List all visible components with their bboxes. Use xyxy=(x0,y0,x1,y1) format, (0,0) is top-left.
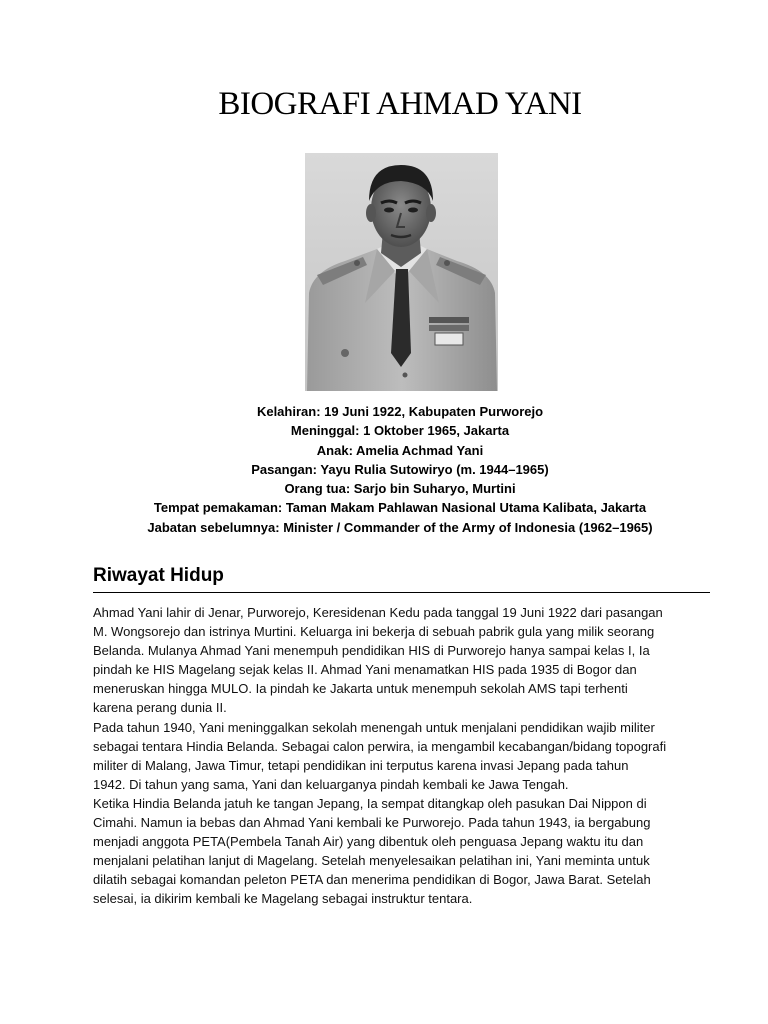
body-line: meneruskan hingga MULO. Ia pindah ke Jakarta untuk menempuh sekolah AMS tapi terhenti xyxy=(93,681,628,697)
biography-facts xyxy=(0,402,768,537)
body-line: 1942. Di tahun yang sama, Yani dan keluarganya pindah kembali ke Jawa Tengah. xyxy=(93,776,569,792)
section-divider xyxy=(93,592,710,593)
section-heading: Riwayat Hidup xyxy=(93,565,224,586)
body-line: pindah ke HIS Magelang sejak kelas II. Ahmad Yani menamatkan HIS pada 1935 di Bogor dan xyxy=(93,662,637,678)
body-line: M. Wongsorejo dan istrinya Murtini. Keluarga ini bekerja di sebuah pabrik gula yang milik seorang xyxy=(93,624,655,640)
fact-death: Meninggal: 1 Oktober 1965, Jakarta xyxy=(290,423,510,439)
page-title: BIOGRAFI AHMAD YANI xyxy=(218,86,582,122)
body-paragraphs xyxy=(93,603,713,909)
body-line: menjalani pelatihan lanjut di Magelang. Setelah menyelesaikan pelatihan ini, Yani meminta untuk xyxy=(93,853,650,869)
fact-child: Anak: Amelia Achmad Yani xyxy=(316,442,484,458)
body-line: Belanda. Mulanya Ahmad Yani menempuh pendidikan HIS di Purworejo hanya sampai kelas I, Ia xyxy=(93,643,650,659)
fact-birth: Kelahiran: 19 Juni 1922, Kabupaten Purworejo xyxy=(256,404,544,419)
body-line: militer di Malang, Jawa Timur, tetapi pendidikan ini terputus karena invasi Jepang pada tahun xyxy=(93,757,629,773)
body-line: menjadi anggota PETA(Pembela Tanah Air) yang dibentuk oleh penguasa Jepang waktu itu dan xyxy=(93,834,644,850)
body-line: Cimahi. Namun ia bebas dan Ahmad Yani kembali ke Purworejo. Pada tahun 1943, ia bergabung xyxy=(93,815,651,831)
portrait-photo xyxy=(305,153,498,391)
body-line: Ketika Hindia Belanda jatuh ke tangan Jepang, Ia sempat ditangkap oleh pasukan Dai Nippon di xyxy=(93,795,647,811)
fact-burial: Tempat pemakaman: Taman Makam Pahlawan Nasional Utama Kalibata, Jakarta xyxy=(153,500,647,516)
body-line: karena perang dunia II. xyxy=(93,700,227,716)
fact-parents: Orang tua: Sarjo bin Suharyo, Murtini xyxy=(284,481,516,497)
portrait-illustration xyxy=(305,153,498,391)
body-line: Ahmad Yani lahir di Jenar, Purworejo, Keresidenan Kedu pada tanggal 19 Juni 1922 dari pasangan xyxy=(93,605,663,620)
body-line: dilatih sebagai komandan peleton PETA dan menerima pendidikan di Bogor, Jawa Barat. Setelah xyxy=(93,872,651,888)
fact-previous-office: Jabatan sebelumnya: Minister / Commander of the Army of Indonesia (1962–1965) xyxy=(147,519,653,535)
body-line: selesai, ia dikirim kembali ke Magelang sebagai instruktur tentara. xyxy=(93,891,473,907)
body-line: Pada tahun 1940, Yani meninggalkan sekolah menengah untuk menjalani pendidikan wajib militer xyxy=(93,719,655,735)
body-line: sebagai tentara Hindia Belanda. Sebagai calon perwira, ia mengambil kecabangan/bidang topografi xyxy=(93,738,667,754)
fact-spouse: Pasangan: Yayu Rulia Sutowiryo (m. 1944–1965) xyxy=(251,461,549,477)
